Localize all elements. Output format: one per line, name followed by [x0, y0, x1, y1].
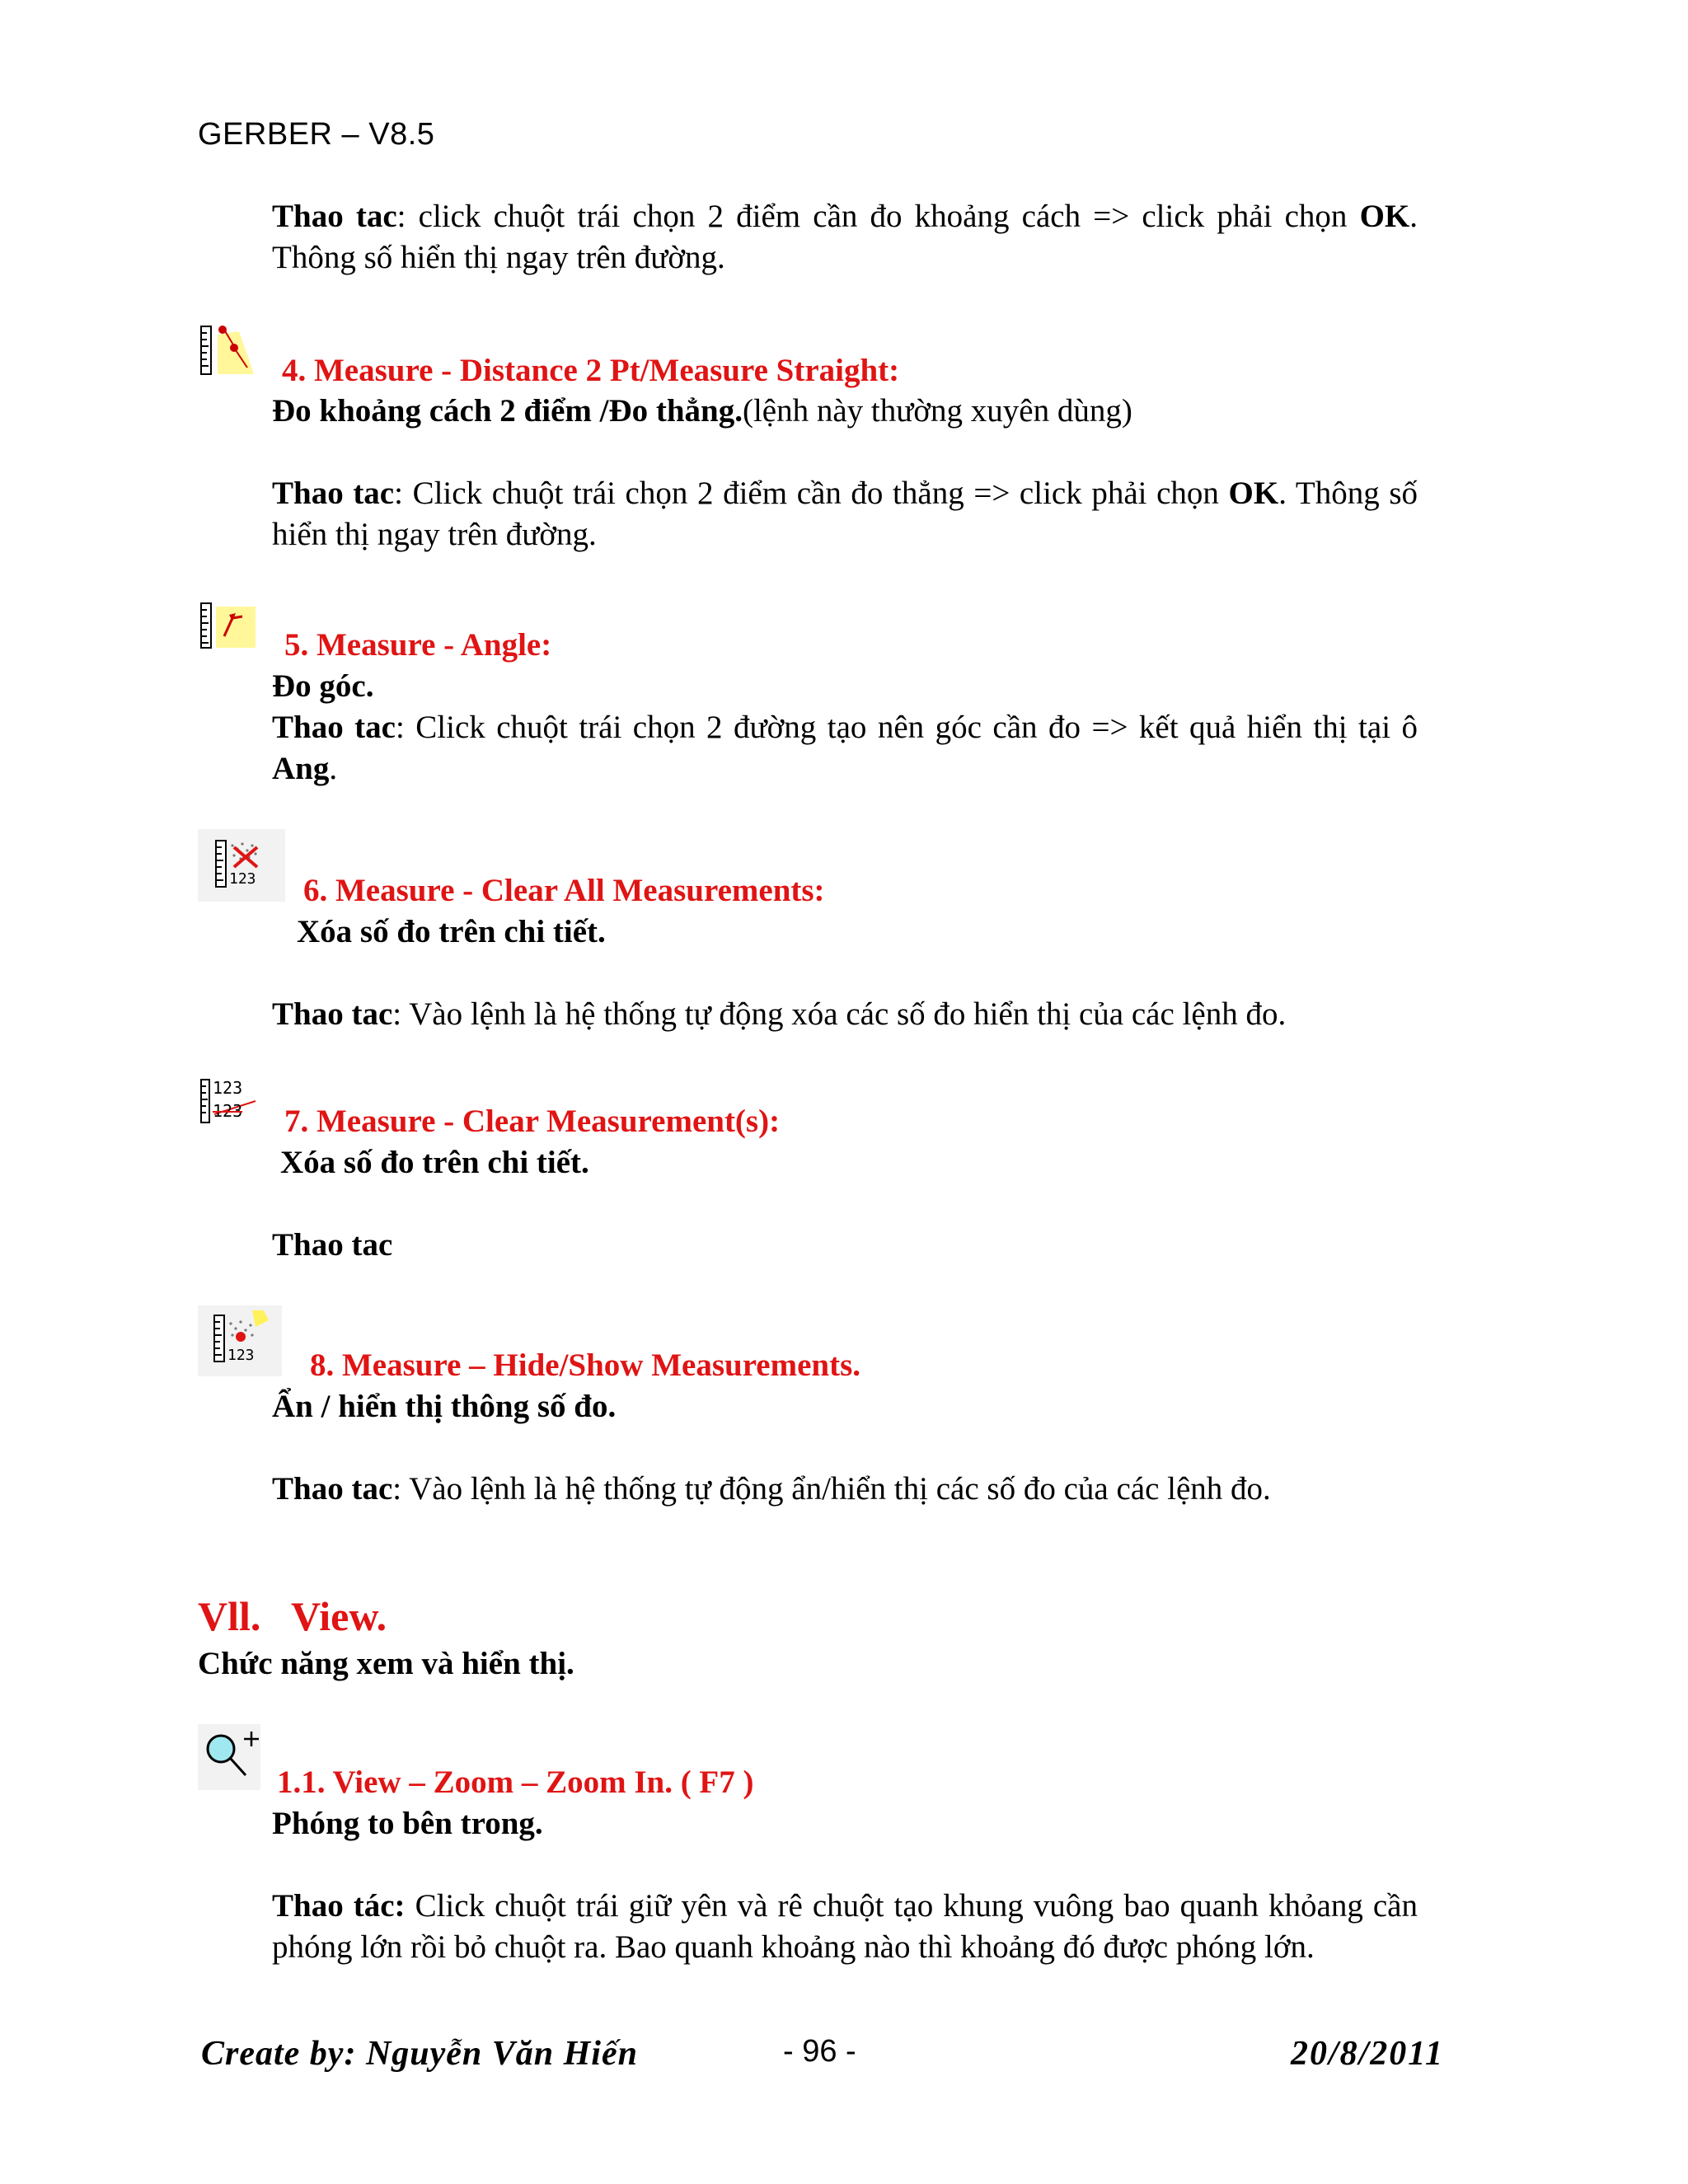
section-5-instruction	[272, 707, 1418, 790]
section-5-ang: Ang	[272, 751, 330, 786]
hide-show-icon-text: 123	[227, 1347, 255, 1364]
zoom-in-heading: 1.1. View – Zoom – Zoom In. ( F7 )	[277, 1765, 754, 1800]
ruler-point-icon	[199, 323, 259, 377]
section-5-text-b: .	[329, 751, 338, 786]
section-4-label: Thao tac	[272, 476, 395, 511]
intro-ok: OK	[1359, 199, 1410, 234]
section-4-text-a: : Click chuột trái chọn 2 điểm cần đo thẳng => click phải chọn	[394, 476, 1229, 511]
section-5-subtitle: Đo góc.	[272, 668, 374, 704]
section-6-subtitle: Xóa số đo trên chi tiết.	[297, 914, 606, 949]
section-8-instruction	[272, 1469, 1426, 1510]
section-6-instruction	[272, 994, 1426, 1035]
clear-measure-icon-text-bottom: 123	[213, 1101, 243, 1121]
clear-all-icon-text: 123	[229, 870, 256, 888]
section-4-sub-bold: Đo khoảng cách 2 điểm /Đo thẳng.	[272, 393, 743, 429]
section-8-subtitle: Ẩn / hiển thị thông số đo.	[272, 1389, 617, 1424]
view-heading: Vll. View.	[198, 1593, 387, 1639]
section-4-subtitle	[272, 391, 1426, 432]
clear-measure-icon	[199, 1076, 259, 1127]
clear-measure-icon-text-top: 123	[213, 1078, 243, 1098]
section-7-heading: 7. Measure - Clear Measurement(s):	[284, 1104, 781, 1139]
section-4-heading: 4. Measure - Distance 2 Pt/Measure Straight:	[282, 353, 900, 388]
intro-label: Thao tac	[272, 199, 397, 234]
zoom-in-instruction	[272, 1886, 1418, 1968]
section-8-heading: 8. Measure – Hide/Show Measurements.	[310, 1347, 861, 1383]
section-4-sub-normal: (lệnh này thường xuyên dùng)	[742, 393, 1132, 429]
ruler-angle-icon	[199, 600, 259, 651]
footer-page-number: - 96 -	[783, 2034, 856, 2069]
zoom-in-text: Click chuột trái giữ yên và rê chuột tạo khung vuông bao quanh khỏang cần phóng lớn rồi bỏ chuột ra. Bao quanh khoảng nào thì khoảng đó được phóng lớn.	[272, 1888, 1418, 1965]
clear-all-measure-icon	[198, 829, 285, 902]
section-4-text-b: . Thông số hiển thị ngay trên đường.	[272, 476, 1418, 552]
section-4-instruction	[272, 473, 1418, 555]
section-8-text: : Vào lệnh là hệ thống tự động ẩn/hiển thị các số đo của các lệnh đo.	[392, 1471, 1271, 1507]
intro-text-a: : click chuột trái chọn 2 điểm cần đo khoảng cách => click phải chọn	[396, 199, 1360, 234]
section-5-label: Thao tac	[272, 710, 396, 745]
zoom-in-icon	[198, 1724, 260, 1790]
zoom-in-subtitle: Phóng to bên trong.	[272, 1806, 543, 1841]
view-subtitle: Chức năng xem và hiển thị.	[198, 1646, 574, 1681]
hide-show-measure-icon	[198, 1305, 282, 1376]
footer-date: 20/8/2011	[1290, 2035, 1444, 2073]
section-4-ok: OK	[1228, 476, 1279, 511]
intro-text-b: . Thông số hiển thị ngay trên đường.	[272, 199, 1418, 275]
section-7-subtitle: Xóa số đo trên chi tiết.	[280, 1145, 589, 1180]
section-6-heading: 6. Measure - Clear All Measurements:	[303, 873, 825, 908]
document-header: GERBER – V8.5	[198, 117, 435, 152]
section-8-label: Thao tac	[272, 1471, 393, 1507]
section-5-heading: 5. Measure - Angle:	[284, 627, 552, 663]
section-6-text: : Vào lệnh là hệ thống tự động xóa các số đo hiển thị của các lệnh đo.	[392, 996, 1287, 1032]
zoom-in-label: Thao tác:	[272, 1888, 406, 1924]
section-5-text-a: : Click chuột trái chọn 2 đường tạo nên góc cần đo => kết quả hiển thị tại ô	[395, 710, 1418, 745]
section-7-label: Thao tac	[272, 1227, 393, 1263]
footer-author: Create by: Nguyễn Văn Hiến	[201, 2035, 638, 2073]
section-6-label: Thao tac	[272, 996, 393, 1032]
intro-paragraph	[272, 196, 1418, 279]
